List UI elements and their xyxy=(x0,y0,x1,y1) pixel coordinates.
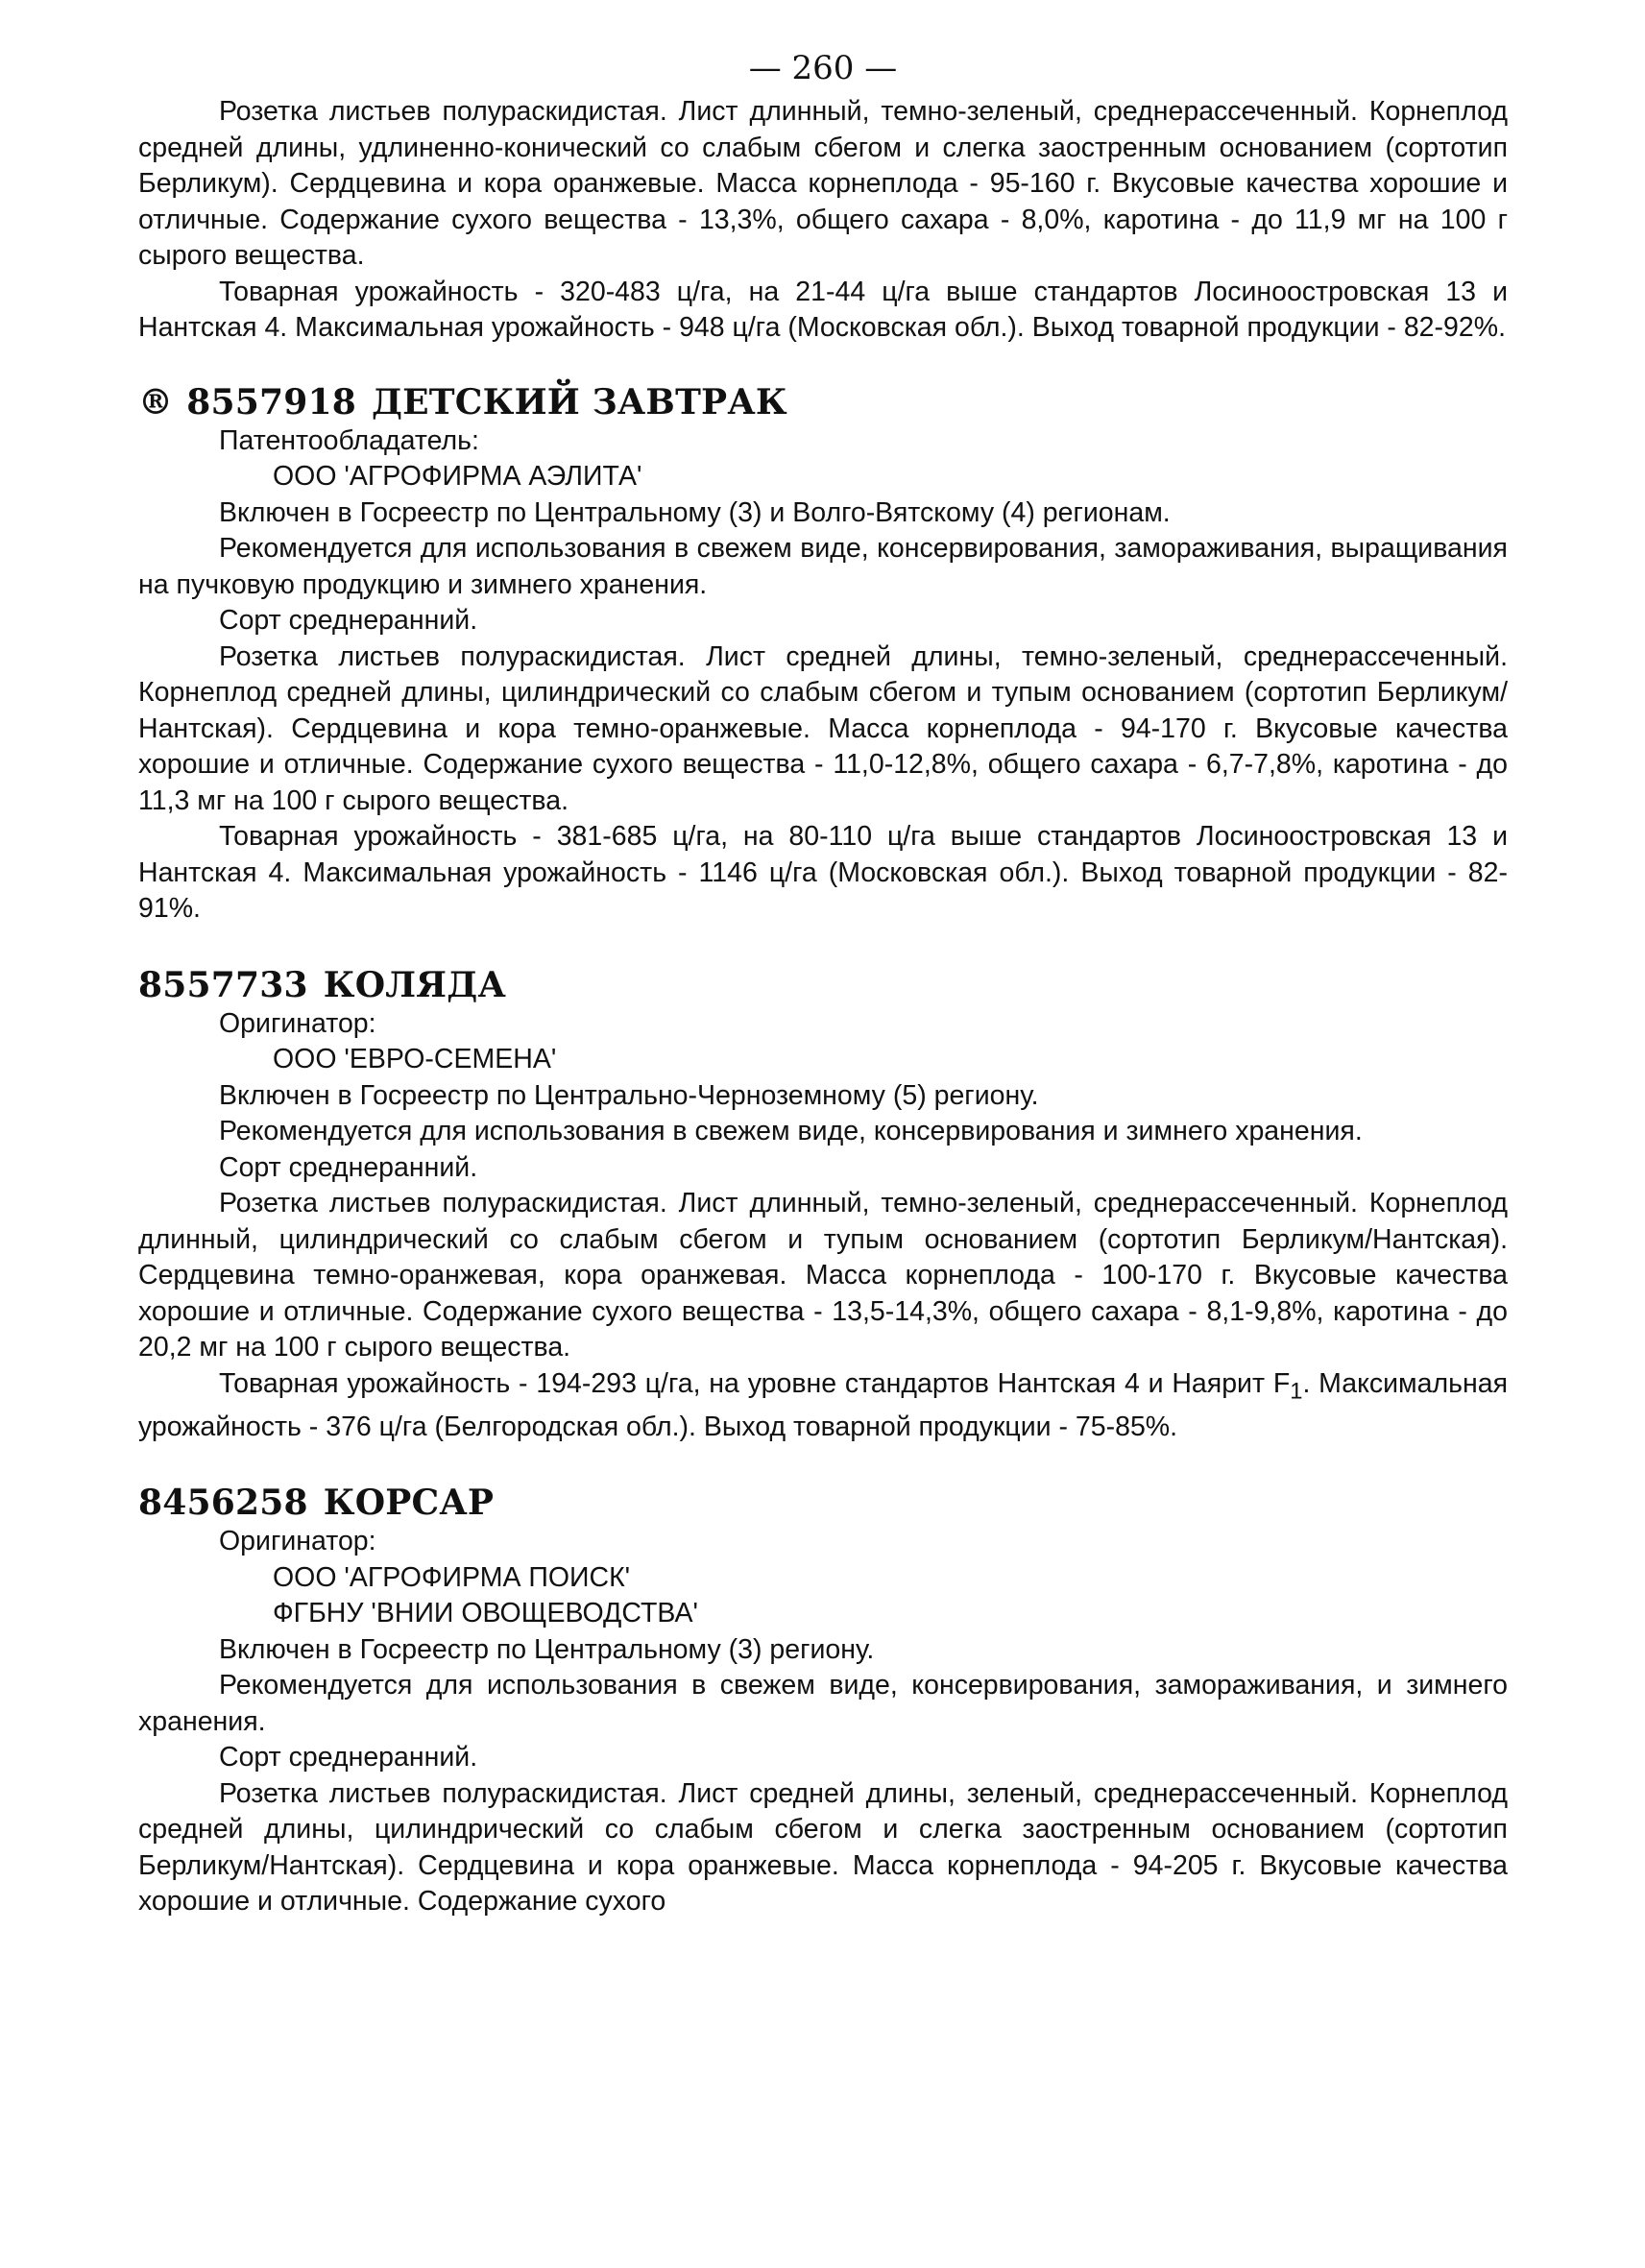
maturity-paragraph: Сорт среднеранний. xyxy=(219,1742,478,1773)
entry-heading xyxy=(138,1482,1508,1524)
variety-code: 8557733 xyxy=(138,964,308,1005)
variety-name: КОЛЯДА xyxy=(323,964,506,1005)
maturity-paragraph: Сорт среднеранний. xyxy=(219,605,478,636)
yield-paragraph: Товарная урожайность - 381-685 ц/га, на 80-110 ц/га выше стандартов Лосиноостровская 13 и Нантская 4. Максимальная урожайность - 1146 ц/га (Московская обл.). Выход товарной продукции - 82-91%. xyxy=(138,821,1508,924)
holder-label: Оригинатор: xyxy=(219,1526,376,1557)
page-number: — 260 — xyxy=(748,49,898,87)
variety-name: ДЕТСКИЙ ЗАВТРАК xyxy=(371,381,787,422)
region-paragraph: Включен в Госреестр по Центрально-Черноземному (5) региону. xyxy=(219,1079,1039,1111)
usage-paragraph: Рекомендуется для использования в свежем виде, консервирования, замораживания, и зимнего хранения. xyxy=(138,1670,1508,1737)
variety-code: 8456258 xyxy=(138,1483,308,1524)
holder-label: Оригинатор: xyxy=(219,1007,376,1039)
region-paragraph: Включен в Госреестр по Центральному (3) и Волго-Вятскому (4) регионам. xyxy=(219,496,1171,528)
description-paragraph: Розетка листьев полураскидистая. Лист средней длины, темно-зеленый, среднерассеченный. Корнеплод средней длины, цилиндрический со слабым сбегом и тупым основанием (сортотип Берликум/Нантская). Сердцевина и кора темно-оранжевые. Масса корнеплода - 94-170 г. Вкусовые качества хорошие и отличные. Содержание сухого вещества - 11,0-12,8%, общего сахара - 6,7-7,8%, каротина - до 11,3 мг на 100 г сырого вещества. xyxy=(138,640,1508,816)
holder-name: ФГБНУ 'ВНИИ ОВОЩЕВОДСТВА' xyxy=(273,1598,698,1629)
usage-paragraph: Рекомендуется для использования в свежем виде, консервирования, замораживания, выращивания на пучковую продукцию и зимнего хранения. xyxy=(138,533,1508,600)
subscript-one: 1 xyxy=(1290,1378,1303,1405)
holder-name: ООО 'ЕВРО-СЕМЕНА' xyxy=(273,1044,557,1074)
holder-name: ООО 'АГРОФИРМА ПОИСК' xyxy=(273,1561,631,1593)
variety-entry-korsar xyxy=(138,1482,1508,1920)
holder-name: ООО 'АГРОФИРМА АЭЛИТА' xyxy=(273,461,642,492)
description-paragraph: Розетка листьев полураскидистая. Лист длинный, темно-зеленый, среднерассеченный. Корнеплод длинный, цилиндрический со слабым сбегом и тупым основанием (сортотип Берликум/Нантская). Сердцевина темно-оранжевая, кора оранжевая. Масса корнеплода - 100-170 г. Вкусовые качества хорошие и отличные. Содержание сухого вещества - 13,5-14,3%, общего сахара - 8,1-9,8%, каротина - до 20,2 мг на 100 г сырого вещества. xyxy=(138,1188,1508,1363)
variety-code: 8557918 xyxy=(186,381,356,422)
holder-label: Патентообладатель: xyxy=(219,424,479,456)
yield-text-end: . Максимальная урожайность - 376 ц/га (Белгородская обл.). Выход товарной продукции - 75-85%. xyxy=(138,1367,1508,1442)
variety-name: КОРСАР xyxy=(323,1483,495,1524)
yield-text-start: Товарная урожайность - 194-293 ц/га, на уровне стандартов Нантская 4 и Наярит F xyxy=(219,1367,1291,1399)
intro-description-paragraph: Розетка листьев полураскидистая. Лист длинный, темно-зеленый, среднерассеченный. Корнеплод средней длины, удлиненно-конический со слабым сбегом и слегка заостренным основанием (сортотип Берликум). Сердцевина и кора оранжевые. Масса корнеплода - 95-160 г. Вкусовые качества хорошие и отличные. Содержание сухого вещества - 13,3%, общего сахара - 8,0%, каротина - до 11,9 мг на 100 г сырого вещества. xyxy=(138,96,1508,271)
registered-mark-icon: ® xyxy=(138,381,174,422)
usage-paragraph: Рекомендуется для использования в свежем виде, консервирования и зимнего хранения. xyxy=(219,1116,1363,1146)
variety-entry-kolyada xyxy=(138,964,1508,1446)
entry-heading xyxy=(138,964,1508,1006)
document-page xyxy=(138,44,1508,1920)
maturity-paragraph: Сорт среднеранний. xyxy=(219,1151,478,1183)
intro-yield-paragraph: Товарная урожайность - 320-483 ц/га, на 21-44 ц/га выше стандартов Лосиноостровская 13 и Нантская 4. Максимальная урожайность - 948 ц/га (Московская обл.). Выход товарной продукции - 82-92%. xyxy=(138,276,1508,343)
region-paragraph: Включен в Госреестр по Центральному (3) региону. xyxy=(219,1633,875,1665)
yield-paragraph xyxy=(138,1366,1508,1446)
variety-entry-detskiy-zavtrak xyxy=(138,381,1508,928)
description-paragraph: Розетка листьев полураскидистая. Лист средней длины, зеленый, среднерассеченный. Корнеплод средней длины, цилиндрический со слабым сбегом и слегка заостренным основанием (сортотип Берликум/Нантская). Сердцевина и кора оранжевые. Масса корнеплода - 94-205 г. Вкусовые качества хорошие и отличные. Содержание сухого xyxy=(138,1777,1508,1918)
entry-heading xyxy=(138,381,1508,423)
